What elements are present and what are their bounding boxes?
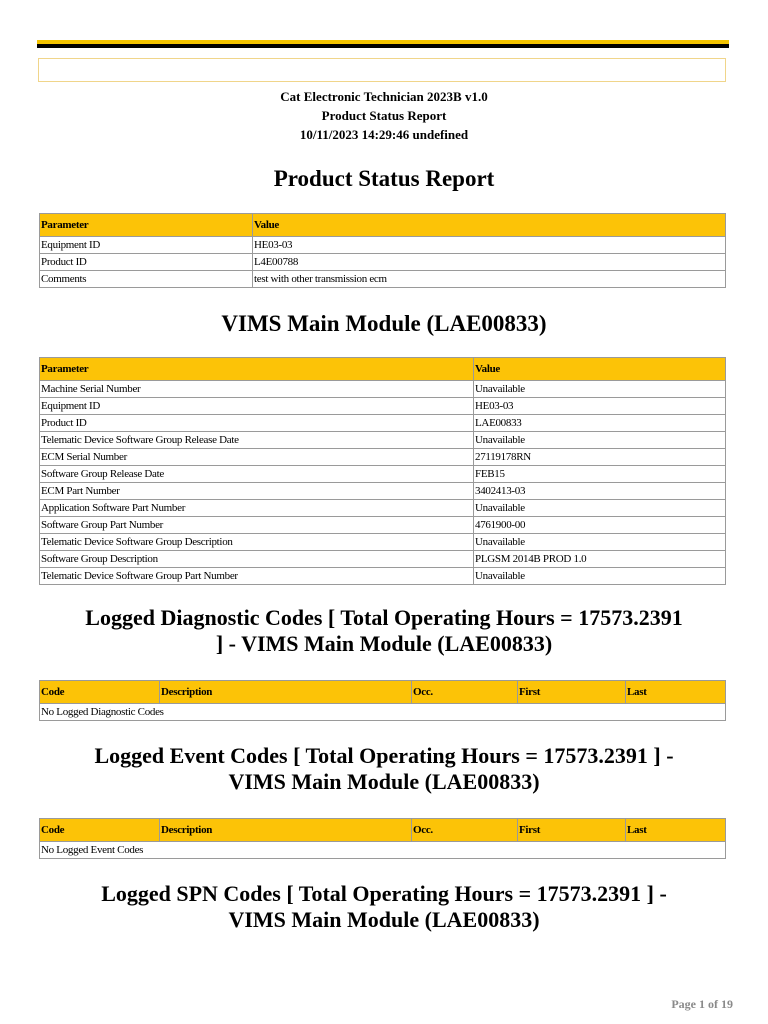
- table-header-row: [40, 681, 726, 704]
- top-brand-bar: [37, 40, 729, 48]
- cell-value: Unavailable: [474, 568, 726, 585]
- cell-value: Unavailable: [474, 432, 726, 449]
- section-title-line: Logged Event Codes [ Total Operating Hours = 17573.2391 ] -: [94, 743, 674, 768]
- table-row: [40, 704, 726, 721]
- cell-parameter: Telematic Device Software Group Part Number: [40, 568, 474, 585]
- table-row: [40, 398, 726, 415]
- table-header-row: [40, 214, 726, 237]
- cell-value: Unavailable: [474, 381, 726, 398]
- cell-parameter: Equipment ID: [40, 398, 474, 415]
- cell-parameter: Application Software Part Number: [40, 500, 474, 517]
- cell-value: 3402413-03: [474, 483, 726, 500]
- summary-table: [39, 213, 726, 288]
- cell-parameter: Product ID: [40, 254, 253, 271]
- cell-value: Unavailable: [474, 534, 726, 551]
- table-row: [40, 842, 726, 859]
- section-title-line: VIMS Main Module (LAE00833): [228, 769, 540, 794]
- event-codes-table: [39, 818, 726, 859]
- table-row: [40, 483, 726, 500]
- table-row: [40, 568, 726, 585]
- report-timestamp: 10/11/2023 14:29:46 undefined: [299, 127, 469, 142]
- cell-parameter: Machine Serial Number: [40, 381, 474, 398]
- section-title-line: Logged Diagnostic Codes [ Total Operating Hours = 17573.2391: [85, 605, 683, 630]
- page-title: Product Status Report: [273, 166, 495, 191]
- header-parameter: Parameter: [40, 358, 474, 381]
- table-row: [40, 432, 726, 449]
- header-code: Code: [40, 819, 160, 842]
- header-description: Description: [160, 681, 412, 704]
- header-last: Last: [626, 681, 726, 704]
- table-row: [40, 466, 726, 483]
- cell-parameter: Software Group Part Number: [40, 517, 474, 534]
- table-row: [40, 237, 726, 254]
- table-row: [40, 534, 726, 551]
- header-first: First: [518, 819, 626, 842]
- header-value: Value: [253, 214, 726, 237]
- table-row: [40, 449, 726, 466]
- diagnostic-codes-table: [39, 680, 726, 721]
- table-row: [40, 381, 726, 398]
- table-row: [40, 271, 726, 288]
- cell-parameter: Product ID: [40, 415, 474, 432]
- report-subtitle: Product Status Report: [321, 108, 447, 123]
- cell-value: 27119178RN: [474, 449, 726, 466]
- header-parameter: Parameter: [40, 214, 253, 237]
- cell-parameter: Telematic Device Software Group Release Date: [40, 432, 474, 449]
- section-title-diagnostic: [30, 605, 738, 657]
- cell-parameter: Comments: [40, 271, 253, 288]
- cell-value: 4761900-00: [474, 517, 726, 534]
- header-first: First: [518, 681, 626, 704]
- table-row: [40, 517, 726, 534]
- section-title-line: VIMS Main Module (LAE00833): [228, 907, 540, 932]
- vims-parameter-table: [39, 357, 726, 585]
- table-header-row: [40, 358, 726, 381]
- cell-parameter: Software Group Release Date: [40, 466, 474, 483]
- table-row: [40, 415, 726, 432]
- cell-value: Unavailable: [474, 500, 726, 517]
- section-title-line: Logged SPN Codes [ Total Operating Hours = 17573.2391 ] -: [101, 881, 667, 906]
- header-occurrences: Occ.: [412, 681, 518, 704]
- empty-message: No Logged Event Codes: [40, 842, 726, 859]
- cell-parameter: ECM Serial Number: [40, 449, 474, 466]
- table-row: [40, 254, 726, 271]
- empty-message: No Logged Diagnostic Codes: [40, 704, 726, 721]
- table-row: [40, 500, 726, 517]
- table-header-row: [40, 819, 726, 842]
- section-title-spn: [30, 881, 738, 933]
- cell-parameter: Equipment ID: [40, 237, 253, 254]
- section-title-event: [30, 743, 738, 795]
- header-code: Code: [40, 681, 160, 704]
- header-occurrences: Occ.: [412, 819, 518, 842]
- cell-value: test with other transmission ecm: [253, 271, 726, 288]
- page-number: Page 1 of 19: [671, 997, 733, 1011]
- cell-value: PLGSM 2014B PROD 1.0: [474, 551, 726, 568]
- header-description: Description: [160, 819, 412, 842]
- cell-parameter: ECM Part Number: [40, 483, 474, 500]
- header-logo-area: [38, 58, 726, 82]
- section-title-line: ] - VIMS Main Module (LAE00833): [215, 631, 553, 656]
- app-version: Cat Electronic Technician 2023B v1.0: [280, 89, 488, 104]
- header-value: Value: [474, 358, 726, 381]
- cell-value: LAE00833: [474, 415, 726, 432]
- cell-value: HE03-03: [253, 237, 726, 254]
- table-row: [40, 551, 726, 568]
- cell-value: L4E00788: [253, 254, 726, 271]
- header-last: Last: [626, 819, 726, 842]
- cell-parameter: Telematic Device Software Group Description: [40, 534, 474, 551]
- cell-value: FEB15: [474, 466, 726, 483]
- cell-value: HE03-03: [474, 398, 726, 415]
- section-title-vims: VIMS Main Module (LAE00833): [221, 311, 547, 336]
- cell-parameter: Software Group Description: [40, 551, 474, 568]
